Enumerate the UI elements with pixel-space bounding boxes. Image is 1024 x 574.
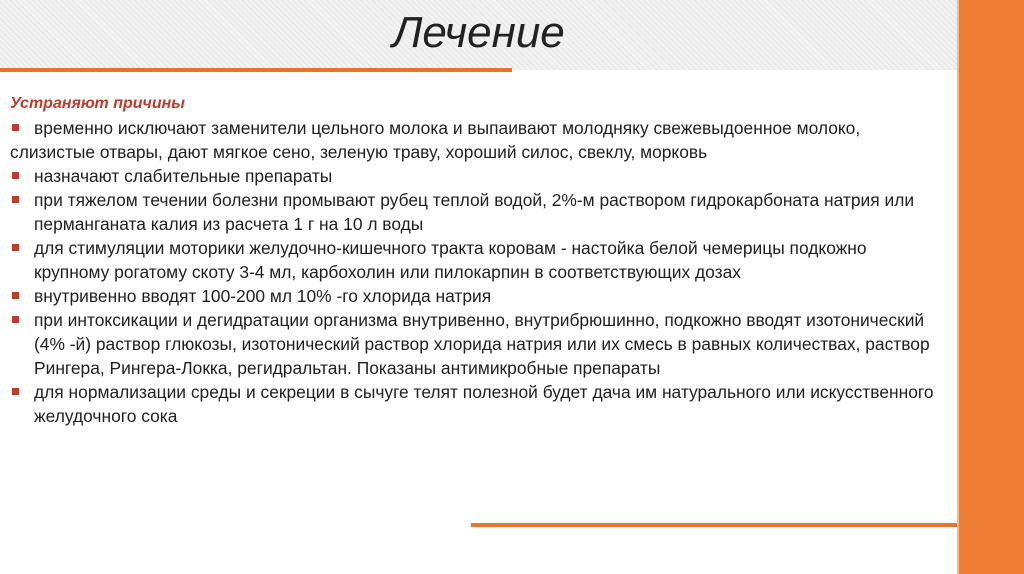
treatment-list [10,116,945,428]
section-heading: Устраняют причины [10,95,185,112]
item-text: для стимуляции моторики желудочно-кишечного тракта коровам - настойка белой чемерицы подкожно крупному рогатому скоту 3-4 мл, карбохолин или пилокарпин в соответствующих дозах [34,238,867,282]
item-text: внутривенно вводят 100-200 мл 10% -го хлорида натрия [34,286,492,306]
bullet-item [10,236,945,284]
square-bullet-icon [12,316,19,323]
slide-title: Лечение [392,8,565,57]
continuation-line [10,140,945,164]
bullet-item [10,284,945,308]
title-underline [0,68,512,72]
bullet-item [10,380,945,428]
bullet-item [10,308,945,380]
bullet-item [10,188,945,236]
right-accent-edge [957,0,959,574]
square-bullet-icon [12,196,19,203]
square-bullet-icon [12,292,19,299]
bottom-accent-rule [471,523,957,527]
item-text: для нормализации среды и секреции в сычуге телят полезной будет дача им натурального или искусственного желудочного сока [34,382,934,426]
square-bullet-icon [12,172,19,179]
item-text: временно исключают заменители цельного молока и выпаивают молодняку свежевыдоенное молоко, [34,118,861,138]
right-accent-bar [957,0,1024,574]
item-text: при интоксикации и дегидратации организма внутривенно, внутрибрюшинно, подкожно вводят изотонический (4% -й) раствор глюкозы, изотонический раствор хлорида натрия или их смесь в равных количествах, раствор Рингера, Рингера-Локка, регидральтан. Показаны антимикробные препараты [34,310,930,378]
slide-body [10,92,945,428]
bullet-item [10,164,945,188]
square-bullet-icon [12,244,19,251]
item-text: при тяжелом течении болезни промывают рубец теплой водой, 2%-м раствором гидрокарбоната натрия или перманганата калия из расчета 1 г на 10 л воды [34,190,915,234]
item-text: слизистые отвары, дают мягкое сено, зеленую траву, хороший силос, свеклу, морковь [10,142,708,162]
item-text: назначают слабительные препараты [34,166,333,186]
square-bullet-icon [12,124,19,131]
bullet-item [10,116,945,140]
square-bullet-icon [12,388,19,395]
